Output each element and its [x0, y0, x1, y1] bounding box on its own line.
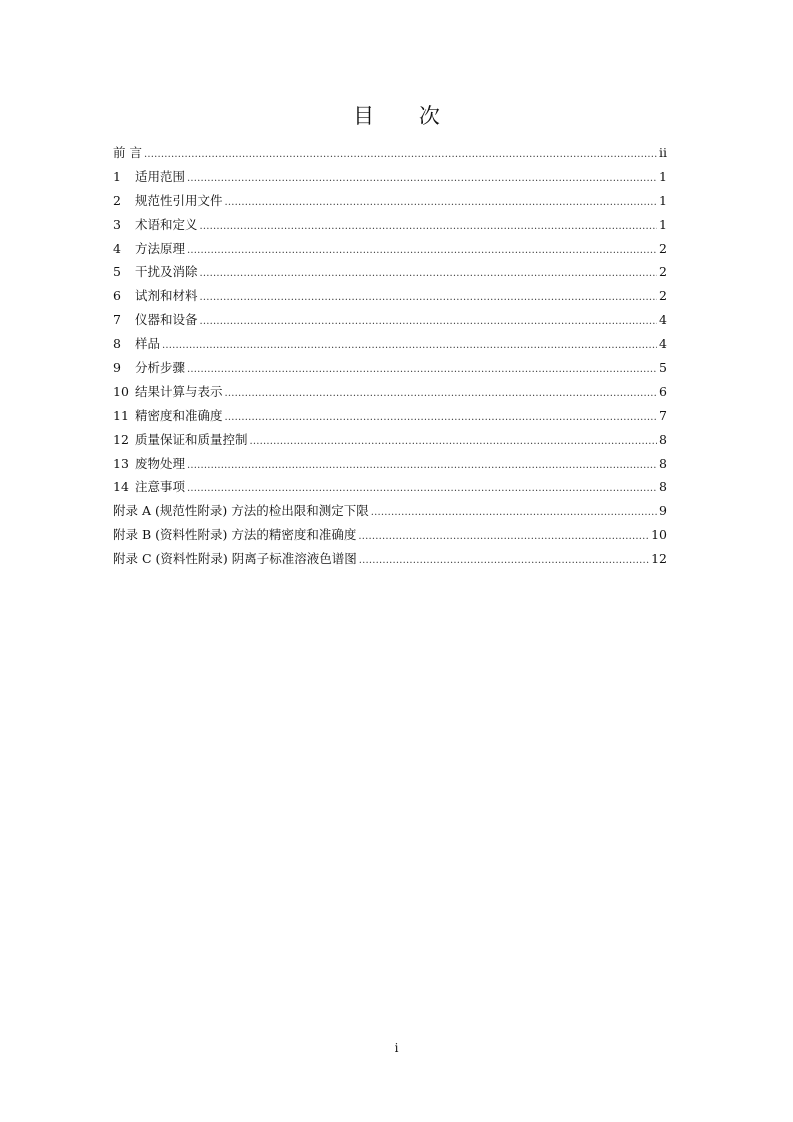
- toc-leader-dots: [371, 501, 657, 525]
- toc-leader-dots: [225, 382, 658, 406]
- toc-entry-page: 2: [659, 264, 667, 280]
- toc-entry-title: 规范性引用文件: [135, 192, 223, 208]
- toc-entry-title: 精密度和准确度: [135, 407, 223, 423]
- toc-leader-dots: [187, 167, 657, 191]
- toc-entry-page: 8: [659, 455, 667, 471]
- toc-entry-title: 注意事项: [135, 479, 186, 495]
- page-number-footer: i: [394, 1041, 399, 1055]
- toc-entry-number: 4: [113, 240, 121, 256]
- toc-entry-number: 3: [113, 216, 121, 232]
- toc-entry-13[interactable]: [113, 452, 667, 476]
- toc-leader-dots: [144, 143, 657, 167]
- toc-entry-page: 10: [651, 527, 667, 543]
- toc-entry-page: 8: [659, 479, 667, 495]
- toc-entry-6[interactable]: [113, 284, 667, 308]
- toc-entry-appendix-a[interactable]: [113, 499, 667, 523]
- toc-entry-page: 6: [659, 383, 667, 399]
- toc-entry-title: 附录 B (资料性附录) 方法的精密度和准确度: [113, 527, 357, 543]
- toc-entry-title: 方法原理: [135, 240, 186, 256]
- toc-leader-dots: [200, 286, 658, 310]
- toc-entry-title: 术语和定义: [135, 216, 198, 232]
- toc-entry-number: 8: [113, 336, 121, 352]
- toc-entry-2[interactable]: [113, 189, 667, 213]
- toc-entry-9[interactable]: [113, 356, 667, 380]
- toc-entry-title: 干扰及消除: [135, 264, 198, 280]
- toc-entry-page: 12: [651, 551, 667, 567]
- toc-leader-dots: [225, 406, 658, 430]
- toc-entry-11[interactable]: [113, 404, 667, 428]
- toc-entry-number: 5: [113, 264, 121, 280]
- toc-entry-8[interactable]: [113, 332, 667, 356]
- toc-entry-title: 附录 A (规范性附录) 方法的检出限和测定下限: [113, 503, 369, 519]
- toc-entry-title: 仪器和设备: [135, 312, 198, 328]
- toc-entry-appendix-c[interactable]: [113, 547, 667, 571]
- toc-entry-4[interactable]: [113, 237, 667, 261]
- toc-entry-page: 9: [659, 503, 667, 519]
- toc-leader-dots: [187, 239, 657, 263]
- toc-entry-number: 7: [113, 312, 121, 328]
- toc-entry-title: 废物处理: [135, 455, 186, 471]
- page-title: 目 次: [353, 104, 459, 128]
- toc-entry-page: 1: [659, 168, 667, 184]
- toc-entry-title: 结果计算与表示: [135, 383, 223, 399]
- toc-entry-number: 14: [113, 479, 129, 495]
- toc-entry-page: 7: [659, 407, 667, 423]
- toc-leader-dots: [187, 477, 657, 501]
- toc-entry-3[interactable]: [113, 213, 667, 237]
- toc-entry-title: 分析步骤: [135, 360, 186, 376]
- toc-entry-page: 2: [659, 240, 667, 256]
- toc-leader-dots: [200, 215, 658, 239]
- toc-leader-dots: [200, 262, 658, 286]
- toc-entry-1[interactable]: [113, 165, 667, 189]
- toc-leader-dots: [200, 310, 658, 334]
- toc-entry-title: 适用范围: [135, 168, 186, 184]
- toc-leader-dots: [225, 191, 658, 215]
- toc-entry-title: 前 言: [113, 145, 142, 160]
- toc-entry-number: 13: [113, 455, 129, 471]
- toc-leader-dots: [250, 430, 658, 454]
- toc-entry-7[interactable]: [113, 308, 667, 332]
- toc-entry-page: 1: [659, 192, 667, 208]
- table-of-contents: [113, 141, 667, 571]
- toc-leader-dots: [162, 334, 657, 358]
- toc-entry-page: 4: [659, 336, 667, 352]
- toc-entry-number: 1: [113, 168, 121, 184]
- toc-entry-number: 11: [113, 407, 129, 423]
- toc-entry-page: 4: [659, 312, 667, 328]
- toc-entry-12[interactable]: [113, 428, 667, 452]
- toc-entry-title: 样品: [135, 336, 161, 352]
- toc-leader-dots: [359, 549, 649, 573]
- toc-entry-5[interactable]: [113, 260, 667, 284]
- toc-entry-title: 试剂和材料: [135, 288, 198, 304]
- toc-entry-10[interactable]: [113, 380, 667, 404]
- toc-entry-number: 10: [113, 383, 129, 399]
- toc-entry-14[interactable]: [113, 475, 667, 499]
- toc-entry-number: 9: [113, 360, 121, 376]
- toc-entry-title: 质量保证和质量控制: [135, 431, 248, 447]
- toc-entry-preface[interactable]: [113, 141, 667, 165]
- toc-entry-number: 6: [113, 288, 121, 304]
- toc-leader-dots: [187, 454, 657, 478]
- toc-entry-title: 附录 C (资料性附录) 阴离子标准溶液色谱图: [113, 551, 357, 567]
- toc-entry-number: 12: [113, 431, 129, 447]
- toc-entry-page: 2: [659, 288, 667, 304]
- toc-leader-dots: [358, 525, 649, 549]
- toc-leader-dots: [187, 358, 657, 382]
- toc-entry-page: ii: [659, 145, 667, 160]
- toc-entry-page: 8: [659, 431, 667, 447]
- toc-entry-number: 2: [113, 192, 121, 208]
- toc-entry-appendix-b[interactable]: [113, 523, 667, 547]
- toc-entry-page: 1: [659, 216, 667, 232]
- toc-entry-page: 5: [659, 360, 667, 376]
